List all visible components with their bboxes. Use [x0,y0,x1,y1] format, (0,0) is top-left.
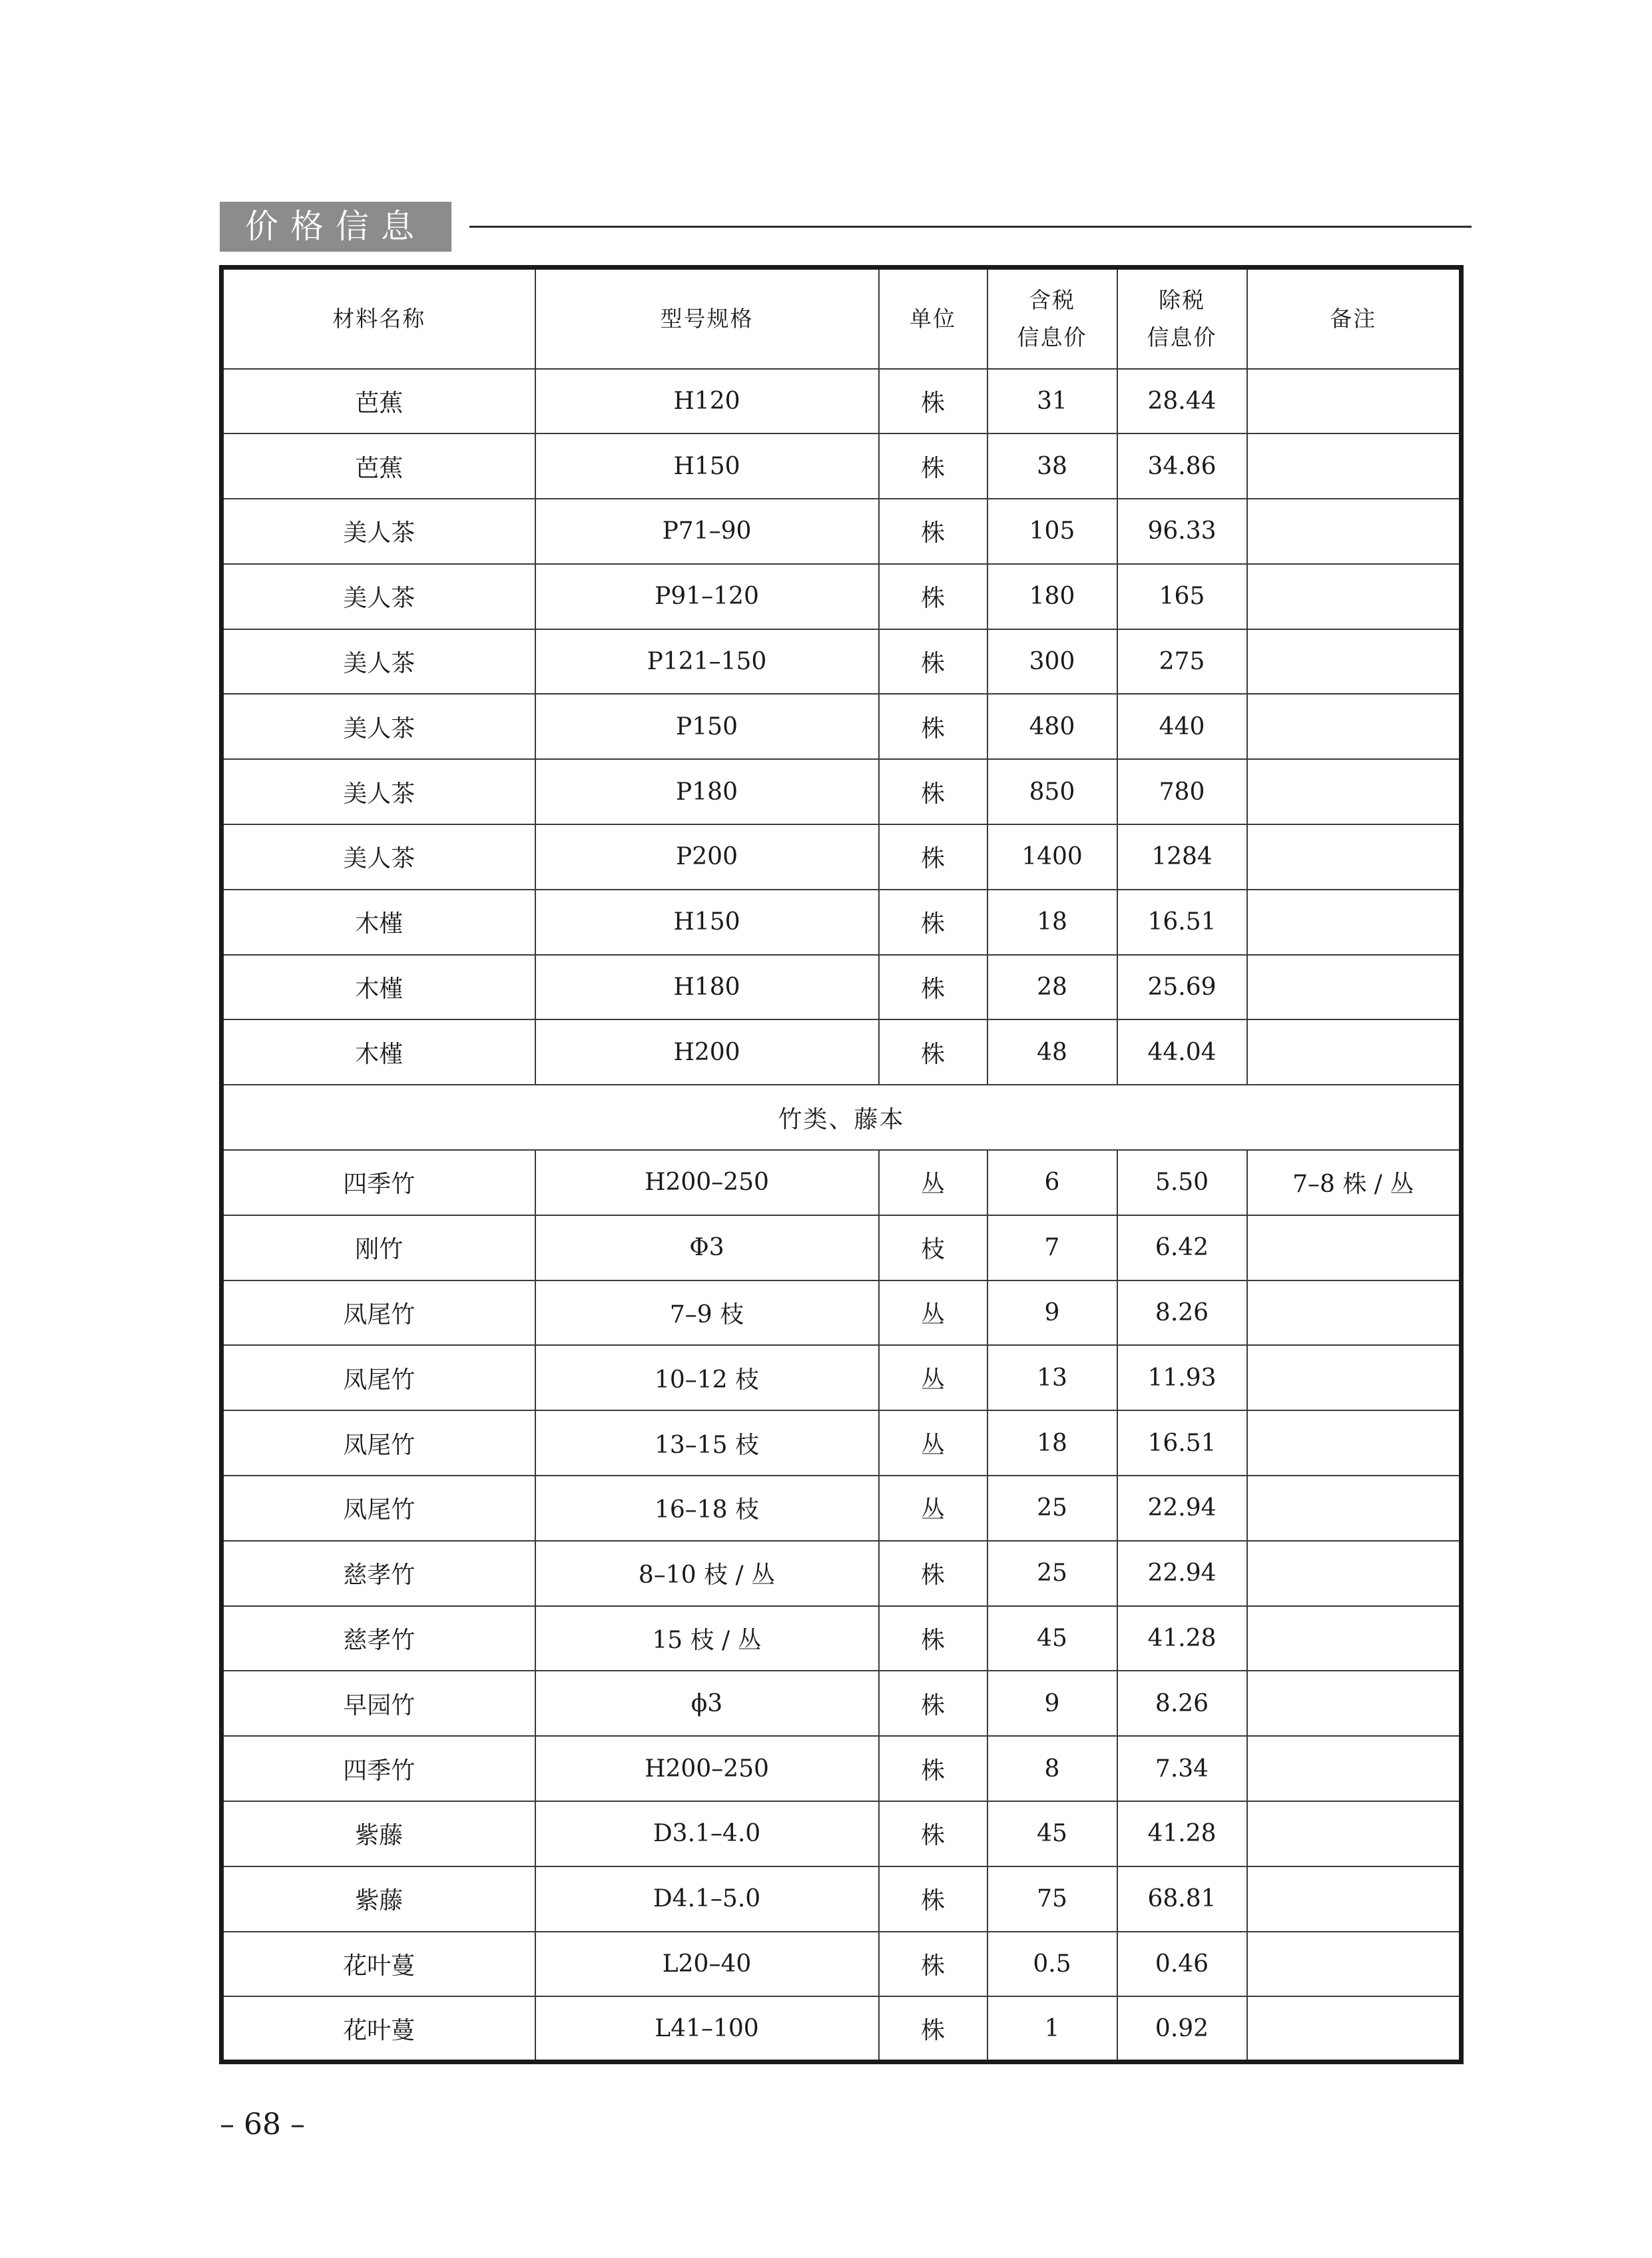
table-row [222,759,1462,824]
cell-price-tax: 25 [987,1541,1117,1606]
table-row [222,1736,1462,1801]
cell-price-notax: 22.94 [1117,1476,1247,1541]
cell-spec: L41–100 [535,1996,879,2062]
cell-name: 美人茶 [222,564,535,629]
cell-price-tax: 28 [987,955,1117,1020]
cell-unit: 株 [879,1801,987,1866]
cell-name: 芭蕉 [222,433,535,499]
cell-price-notax: 165 [1117,564,1247,629]
cell-price-tax: 9 [987,1671,1117,1736]
cell-price-notax: 8.26 [1117,1280,1247,1346]
cell-note [1247,564,1462,629]
cell-spec: P71–90 [535,499,879,564]
cell-price-notax: 0.46 [1117,1932,1247,1997]
cell-price-tax: 38 [987,433,1117,499]
col-header-price-notax-line1: 除税 [1159,286,1205,313]
cell-price-tax: 1 [987,1996,1117,2062]
cell-name: 慈孝竹 [222,1606,535,1671]
cell-price-notax: 8.26 [1117,1671,1247,1736]
table-row [222,1215,1462,1280]
cell-name: 芭蕉 [222,369,535,434]
cell-spec: 13–15 枝 [535,1410,879,1476]
cell-name: 木槿 [222,890,535,955]
table-row [222,955,1462,1020]
cell-price-tax: 13 [987,1345,1117,1410]
cell-unit: 株 [879,433,987,499]
col-header-price-tax-line2: 信息价 [1017,324,1087,350]
cell-price-notax: 440 [1117,694,1247,759]
cell-spec: L20–40 [535,1932,879,1997]
cell-note [1247,629,1462,695]
cell-note [1247,759,1462,824]
table-row [222,1019,1462,1085]
cell-price-notax: 68.81 [1117,1866,1247,1932]
header-rule [469,226,1472,228]
cell-spec: H150 [535,890,879,955]
cell-price-tax: 180 [987,564,1117,629]
cell-price-tax: 480 [987,694,1117,759]
cell-unit: 株 [879,1996,987,2062]
cell-name: 美人茶 [222,824,535,890]
col-header-note: 备注 [1247,268,1462,369]
cell-price-notax: 96.33 [1117,499,1247,564]
cell-unit: 株 [879,1019,987,1085]
cell-name: 美人茶 [222,694,535,759]
table-row [222,1932,1462,1997]
cell-note [1247,499,1462,564]
cell-price-tax: 48 [987,1019,1117,1085]
section-header [220,202,1472,252]
cell-unit: 枝 [879,1215,987,1280]
cell-unit: 株 [879,1736,987,1801]
cell-unit: 株 [879,955,987,1020]
cell-unit: 株 [879,694,987,759]
table-row [222,890,1462,955]
cell-name: 紫藤 [222,1866,535,1932]
cell-name: 美人茶 [222,759,535,824]
col-header-unit: 单位 [879,268,987,369]
cell-unit: 株 [879,629,987,695]
cell-spec: 15 枝 / 丛 [535,1606,879,1671]
cell-note [1247,1671,1462,1736]
col-header-name: 材料名称 [222,268,535,369]
cell-price-tax: 25 [987,1476,1117,1541]
table-row [222,629,1462,695]
cell-price-tax: 75 [987,1866,1117,1932]
cell-price-tax: 45 [987,1606,1117,1671]
cell-price-notax: 25.69 [1117,955,1247,1020]
cell-unit: 株 [879,1866,987,1932]
page-number: – 68 – [220,2108,305,2141]
cell-name: 紫藤 [222,1801,535,1866]
cell-name: 凤尾竹 [222,1280,535,1346]
table-row [222,824,1462,890]
cell-unit: 株 [879,369,987,434]
table-body [222,369,1462,2062]
table-row [222,499,1462,564]
table-row [222,1671,1462,1736]
cell-spec: H200 [535,1019,879,1085]
table-header-row [222,268,1462,369]
category-row [222,1085,1462,1150]
col-header-price-tax [987,268,1117,369]
col-header-price-tax-line1: 含税 [1029,286,1075,313]
cell-unit: 株 [879,1606,987,1671]
cell-price-tax: 18 [987,1410,1117,1476]
cell-unit: 丛 [879,1476,987,1541]
cell-spec: 8–10 枝 / 丛 [535,1541,879,1606]
cell-price-tax: 8 [987,1736,1117,1801]
cell-note [1247,1280,1462,1346]
cell-spec: H180 [535,955,879,1020]
cell-price-tax: 6 [987,1150,1117,1215]
cell-note [1247,1019,1462,1085]
cell-name: 美人茶 [222,499,535,564]
cell-spec: Φ3 [535,1215,879,1280]
cell-price-notax: 22.94 [1117,1541,1247,1606]
cell-unit: 株 [879,824,987,890]
cell-note [1247,694,1462,759]
table-row [222,1606,1462,1671]
cell-note [1247,1736,1462,1801]
cell-spec: P121–150 [535,629,879,695]
cell-note [1247,1801,1462,1866]
cell-note [1247,955,1462,1020]
cell-unit: 丛 [879,1280,987,1346]
cell-price-tax: 105 [987,499,1117,564]
cell-spec: H200–250 [535,1736,879,1801]
cell-note [1247,1866,1462,1932]
cell-price-notax: 0.92 [1117,1996,1247,2062]
section-title: 价格信息 [220,202,451,252]
cell-spec: H200–250 [535,1150,879,1215]
cell-note: 7–8 株 / 丛 [1247,1150,1462,1215]
cell-note [1247,1215,1462,1280]
cell-price-notax: 5.50 [1117,1150,1247,1215]
cell-unit: 株 [879,759,987,824]
cell-unit: 株 [879,1932,987,1997]
cell-unit: 丛 [879,1345,987,1410]
cell-price-notax: 275 [1117,629,1247,695]
cell-spec: P200 [535,824,879,890]
cell-note [1247,369,1462,434]
table-row [222,1345,1462,1410]
cell-note [1247,433,1462,499]
cell-name: 慈孝竹 [222,1541,535,1606]
cell-price-tax: 18 [987,890,1117,955]
cell-note [1247,1541,1462,1606]
cell-price-tax: 0.5 [987,1932,1117,1997]
cell-price-notax: 16.51 [1117,1410,1247,1476]
table-row [222,1476,1462,1541]
cell-price-notax: 11.93 [1117,1345,1247,1410]
col-header-spec: 型号规格 [535,268,879,369]
cell-name: 凤尾竹 [222,1476,535,1541]
cell-price-notax: 41.28 [1117,1801,1247,1866]
cell-note [1247,1996,1462,2062]
cell-unit: 株 [879,564,987,629]
cell-spec: 10–12 枝 [535,1345,879,1410]
col-header-price-notax-line2: 信息价 [1147,324,1217,350]
cell-spec: H150 [535,433,879,499]
cell-spec: D4.1–5.0 [535,1866,879,1932]
cell-name: 木槿 [222,955,535,1020]
col-header-price-notax [1117,268,1247,369]
cell-price-notax: 7.34 [1117,1736,1247,1801]
cell-spec: P180 [535,759,879,824]
cell-price-notax: 41.28 [1117,1606,1247,1671]
cell-unit: 株 [879,1541,987,1606]
cell-unit: 株 [879,499,987,564]
cell-spec: H120 [535,369,879,434]
cell-unit: 株 [879,1671,987,1736]
cell-price-tax: 45 [987,1801,1117,1866]
cell-name: 四季竹 [222,1736,535,1801]
cell-price-notax: 28.44 [1117,369,1247,434]
cell-unit: 株 [879,890,987,955]
cell-spec: P150 [535,694,879,759]
cell-name: 凤尾竹 [222,1410,535,1476]
cell-name: 木槿 [222,1019,535,1085]
cell-spec: 16–18 枝 [535,1476,879,1541]
cell-price-tax: 850 [987,759,1117,824]
table-row [222,369,1462,434]
cell-price-tax: 1400 [987,824,1117,890]
cell-price-tax: 300 [987,629,1117,695]
table-row [222,1541,1462,1606]
cell-spec: D3.1–4.0 [535,1801,879,1866]
cell-name: 花叶蔓 [222,1932,535,1997]
table-row [222,1410,1462,1476]
cell-name: 刚竹 [222,1215,535,1280]
cell-spec: 7–9 枝 [535,1280,879,1346]
cell-name: 美人茶 [222,629,535,695]
table-row [222,1801,1462,1866]
cell-note [1247,1606,1462,1671]
cell-name: 早园竹 [222,1671,535,1736]
cell-note [1247,1345,1462,1410]
table-row [222,564,1462,629]
cell-unit: 丛 [879,1150,987,1215]
category-label: 竹类、藤本 [222,1085,1462,1150]
table-row [222,694,1462,759]
cell-spec: P91–120 [535,564,879,629]
cell-price-tax: 31 [987,369,1117,434]
cell-price-notax: 16.51 [1117,890,1247,955]
cell-price-notax: 1284 [1117,824,1247,890]
cell-note [1247,1410,1462,1476]
table-row [222,1996,1462,2062]
cell-name: 花叶蔓 [222,1996,535,2062]
table-row [222,433,1462,499]
cell-name: 四季竹 [222,1150,535,1215]
cell-spec: ϕ3 [535,1671,879,1736]
cell-price-notax: 780 [1117,759,1247,824]
cell-unit: 丛 [879,1410,987,1476]
table-row [222,1866,1462,1932]
cell-price-notax: 6.42 [1117,1215,1247,1280]
cell-price-notax: 34.86 [1117,433,1247,499]
cell-name: 凤尾竹 [222,1345,535,1410]
cell-note [1247,1476,1462,1541]
cell-price-tax: 7 [987,1215,1117,1280]
cell-price-tax: 9 [987,1280,1117,1346]
price-table [219,265,1464,2064]
table-row [222,1150,1462,1215]
cell-note [1247,824,1462,890]
cell-note [1247,890,1462,955]
cell-note [1247,1932,1462,1997]
table-row [222,1280,1462,1346]
cell-price-notax: 44.04 [1117,1019,1247,1085]
